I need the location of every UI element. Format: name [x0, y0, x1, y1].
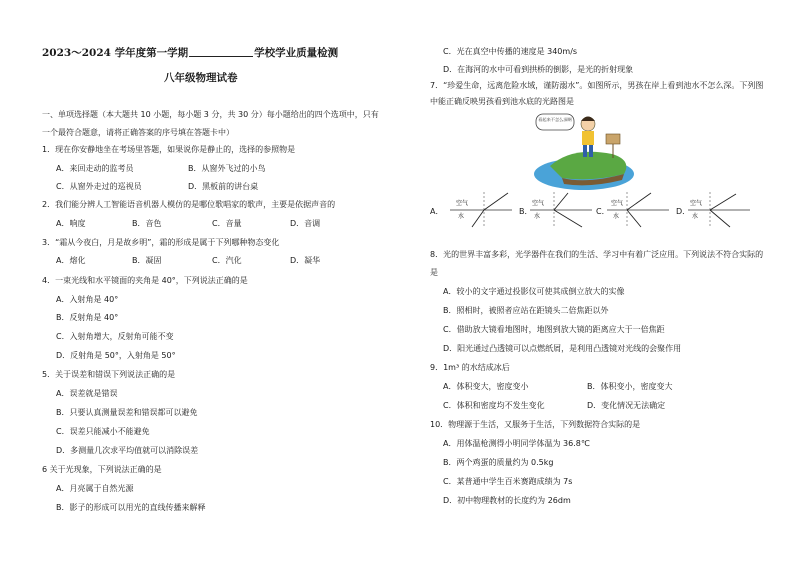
q1-option-a[interactable]: A．来回走动的监考员: [56, 164, 134, 173]
q7-option-a[interactable]: A．: [430, 207, 444, 216]
exam-title: [42, 47, 338, 58]
q7-option-d[interactable]: D．: [676, 207, 691, 216]
q8-stem-1: 8．光的世界丰富多彩，光学器件在我们的生活、学习中有着广泛应用。下列说法不符合实际的: [430, 250, 764, 259]
q1-option-b[interactable]: B．从窗外飞过的小鸟: [188, 164, 266, 173]
q7-diagram-d: [686, 190, 752, 230]
q8-stem-2: 是: [430, 268, 438, 277]
svg-text:水: 水: [613, 213, 620, 220]
q2-option-c[interactable]: C．音量: [212, 219, 242, 228]
q5-option-a[interactable]: A．误差就是错误: [56, 389, 118, 398]
svg-text:空气: 空气: [611, 200, 624, 207]
q4-option-a[interactable]: A．入射角是 40°: [56, 295, 119, 304]
q9-stem: 9．1m³ 的水结成冰后: [430, 363, 510, 372]
section-intro-1: 一、单项选择题（本大题共 10 小题，每小题 3 分，共 30 分）每小题给出的四个选项中，只有: [42, 110, 379, 119]
svg-text:水: 水: [458, 213, 465, 220]
q2-option-a[interactable]: A．响度: [56, 219, 86, 228]
svg-text:水: 水: [534, 213, 541, 220]
q6-option-b[interactable]: B．影子的形成可以用光的直线传播来解释: [56, 503, 206, 512]
q6-option-c[interactable]: C．光在真空中传播的速度是 340m/s: [443, 47, 578, 56]
q7-option-c[interactable]: C．: [596, 207, 610, 216]
q5-option-b[interactable]: B．只要认真测量误差和错误都可以避免: [56, 408, 198, 417]
exam-subtitle: 八年级物理试卷: [164, 72, 238, 84]
q7-diagram-c: [605, 190, 671, 230]
q2-option-d[interactable]: D．音调: [290, 219, 321, 228]
q1-option-c[interactable]: C．从窗外走过的巡视员: [56, 182, 142, 191]
q7-option-b[interactable]: B．: [519, 207, 533, 216]
q3-option-a[interactable]: A．熔化: [56, 256, 86, 265]
title-left: 2023～2024 学年度第一学期: [42, 47, 189, 59]
q7-diagram-b: [528, 190, 594, 230]
q9-option-c[interactable]: C．体积和密度均不发生变化: [443, 401, 545, 410]
q5-stem: 5．关于误差和错误下列说法正确的是: [42, 370, 176, 379]
svg-text:空气: 空气: [690, 200, 703, 207]
q9-option-b[interactable]: B．体积变小，密度变大: [587, 382, 673, 391]
q6-option-a[interactable]: A．月亮属于自然光源: [56, 484, 134, 493]
q8-option-a[interactable]: A．较小的文字通过投影仪可使其成倒立放大的实像: [443, 287, 625, 296]
q10-option-a[interactable]: A．用体温枪测得小明同学体温为 36.8℃: [443, 439, 590, 448]
svg-text:水: 水: [692, 213, 699, 220]
q7-diagram-a: [448, 190, 514, 230]
section-intro-2: 一个最符合题意，请将正确答案的序号填在答题卡中）: [42, 128, 234, 137]
q10-option-d[interactable]: D．初中物理教材的长度约为 26dm: [443, 496, 571, 505]
q2-option-b[interactable]: B．音色: [132, 219, 162, 228]
q10-option-c[interactable]: C．某普通中学生百米赛跑成绩为 7s: [443, 477, 573, 486]
q8-option-d[interactable]: D．阳光通过凸透镜可以点燃纸屑，是利用凸透镜对光线的会聚作用: [443, 344, 682, 353]
q1-option-d[interactable]: D．黑板前的讲台桌: [188, 182, 259, 191]
q8-option-b[interactable]: B．照相时，被照者应站在距镜头二倍焦距以外: [443, 306, 609, 315]
q8-option-c[interactable]: C．借助放大镜看地图时，地图到放大镜的距离应大于一倍焦距: [443, 325, 665, 334]
title-right: 学校学业质量检测: [254, 47, 339, 59]
q3-option-c[interactable]: C．汽化: [212, 256, 242, 265]
q6-option-d[interactable]: D．在海河的水中可看到拱桥的倒影，是光的折射现象: [443, 65, 634, 74]
q3-option-b[interactable]: B．凝固: [132, 256, 162, 265]
q7-stem-1: 7．“珍爱生命，远离危险水域，谨防溺水”。如图所示，男孩在岸上看到池水不怎么深。下列图: [430, 81, 764, 90]
q7-boy-illustration: [532, 108, 636, 196]
q9-option-d[interactable]: D．变化情况无法确定: [587, 401, 666, 410]
q7-stem-2: 中能正确反映男孩看到池水底的光路图是: [430, 97, 574, 106]
svg-text:空气: 空气: [456, 200, 469, 207]
q5-option-d[interactable]: D．多测量几次求平均值就可以消除误差: [56, 446, 199, 455]
q9-option-a[interactable]: A．体积变大，密度变小: [443, 382, 529, 391]
q3-option-d[interactable]: D．凝华: [290, 256, 321, 265]
q4-option-c[interactable]: C．入射角增大，反射角可能不变: [56, 332, 174, 341]
q7-sign-text: 看起来不怎么深啊: [538, 117, 572, 122]
school-blank[interactable]: [189, 47, 253, 57]
q4-option-b[interactable]: B．反射角是 40°: [56, 313, 119, 322]
q4-option-d[interactable]: D．反射角是 50°，入射角是 50°: [56, 351, 176, 360]
svg-text:空气: 空气: [532, 200, 545, 207]
q1-stem: 1．现在你安静地坐在考场里答题，如果说你是静止的，选择的参照物是: [42, 145, 296, 154]
q5-option-c[interactable]: C．误差只能减小不能避免: [56, 427, 150, 436]
q2-stem: 2．我们能分辨人工智能语音机器人模仿的是哪位歌唱家的歌声，主要是依据声音的: [42, 200, 336, 209]
q10-option-b[interactable]: B．两个鸡蛋的质量约为 0.5kg: [443, 458, 554, 467]
q6-stem: 6 关于光现象，下列说法正确的是: [42, 465, 162, 474]
q10-stem: 10．物理源于生活，又服务于生活，下列数据符合实际的是: [430, 420, 641, 429]
q3-stem: 3．“霜从今夜白，月是故乡明”，霜的形成是属于下列哪种物态变化: [42, 238, 280, 247]
q4-stem: 4．一束光线和水平镜面的夹角是 40°，下列说法正确的是: [42, 276, 248, 285]
